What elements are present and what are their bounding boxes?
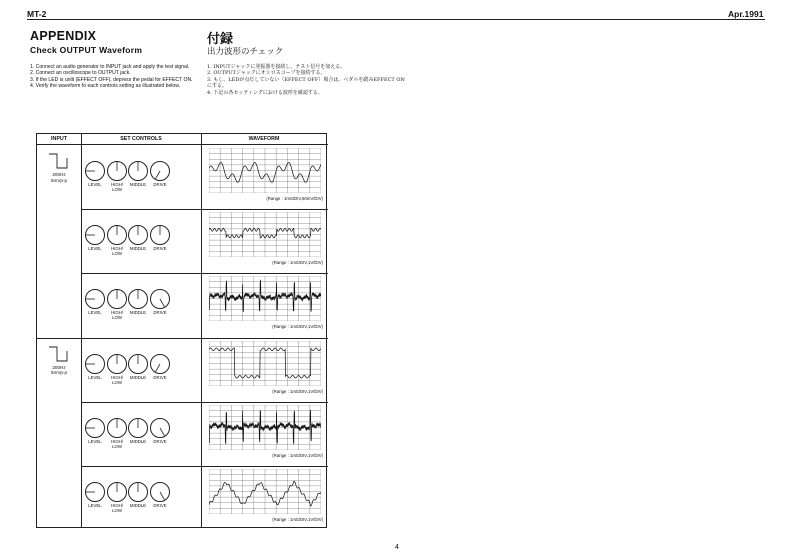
input-level: 5mVp-p: [50, 177, 68, 183]
range-label: (Range : 1mS/DIV,1V/DIV): [272, 452, 323, 458]
knob-icon: [108, 162, 127, 181]
knob-icon: [108, 354, 127, 373]
knob-icon: [86, 354, 105, 373]
knob-label: DRIVE: [153, 374, 167, 380]
knob-icon: [151, 290, 170, 309]
knob-label: DRIVE: [153, 503, 167, 508]
knob-icon: [129, 226, 148, 245]
input-frequency: 200Hz: [52, 364, 66, 370]
input-frequency: 200Hz: [52, 172, 66, 177]
knob-label: LEVEL: [88, 503, 102, 508]
knob-icon: [86, 226, 105, 245]
knob-icon: [86, 418, 105, 437]
knob-label: MIDDLE: [129, 438, 147, 444]
knob-icon: [86, 483, 105, 502]
steps-en: [30, 64, 195, 90]
knob-label: DRIVE: [153, 246, 167, 252]
knob-label: HIGH/ LOW: [111, 374, 123, 385]
knob-icon: [108, 226, 127, 245]
knob-label: LEVEL: [88, 182, 102, 187]
range-label: (Range : 1mS/DIV,50mV/DIV): [266, 196, 323, 201]
knob-icon: [129, 483, 148, 502]
row-divider: [81, 402, 328, 403]
input-level: 5mVp-p: [50, 370, 68, 376]
knob-icon: [129, 290, 148, 309]
knob-icon: [108, 418, 127, 437]
knob-icon: [129, 354, 148, 373]
step-en-1: 1. Connect an audio generator to INPUT jack and apply the test signal.: [30, 64, 190, 70]
knob-label: HIGH/ LOW: [111, 438, 123, 449]
step-jp-2: 2. OUTPUTジャックにオシロスコープを接続する。: [207, 70, 326, 77]
knob-label: MIDDLE: [129, 246, 147, 252]
knob-icon: [108, 290, 127, 309]
knob-label: MIDDLE: [129, 374, 147, 380]
row-divider: [81, 209, 328, 210]
knob-label: MIDDLE: [129, 182, 147, 187]
header-rule: [27, 19, 765, 20]
date-header: Apr.1991: [728, 9, 764, 19]
waveform-table: [36, 133, 327, 528]
knob-label: MIDDLE: [129, 310, 147, 316]
knob-label: LEVEL: [88, 310, 102, 316]
step-jp-1: 1. INPUTジャックに発振器を接続し、テスト信号を加える。: [207, 64, 346, 70]
range-label: (Range : 1mS/DIV,1V/DIV): [272, 260, 323, 266]
knob-icon: [151, 162, 170, 181]
step-en-3: 3. If the LED is unlit (EFFECT OFF), depress the pedal for EFFECT ON.: [30, 76, 193, 83]
knob-label: HIGH/ LOW: [111, 310, 123, 321]
row-divider: [37, 338, 328, 339]
step-en-2: 2. Connect an oscilloscope to OUTPUT jack.: [30, 70, 131, 77]
header-controls: SET CONTROLS: [120, 136, 162, 142]
knob-label: DRIVE: [153, 182, 167, 187]
knob-label: DRIVE: [153, 310, 167, 316]
subtitle-jp: 出力波形のチェック: [207, 47, 284, 57]
row-divider: [81, 466, 328, 467]
oscilloscope-grid: [209, 212, 321, 257]
square-wave-icon: [47, 345, 71, 363]
row-divider: [81, 273, 328, 274]
knob-icon: [151, 483, 170, 502]
step-jp-3: 3. もし、LEDが点灯していない（EFFECT OFF）場合は、ペダルを踏みEFFECT ONにする。: [207, 76, 405, 90]
knob-icon: [86, 290, 105, 309]
range-label: (Range : 1mS/DIV,1V/DIV): [272, 324, 323, 330]
knob-label: HIGH/ LOW: [111, 246, 123, 257]
knob-icon: [129, 162, 148, 181]
knob-icon: [151, 418, 170, 437]
range-label: (Range : 1mS/DIV,1V/DIV): [272, 517, 323, 522]
knob-label: LEVEL: [88, 374, 102, 380]
steps-jp: [207, 64, 407, 96]
input-signal-label: [39, 172, 79, 183]
knob-icon: [151, 226, 170, 245]
page-number: 4: [395, 544, 399, 551]
knob-icon: [86, 162, 105, 181]
knob-icon: [129, 418, 148, 437]
knob-label: LEVEL: [88, 246, 102, 252]
oscilloscope-grid: [209, 405, 321, 450]
step-en-4: 4. Verify the waveform fo each controls setting as illustrated below.: [30, 83, 181, 90]
knob-label: LEVEL: [88, 438, 102, 444]
knob-label: MIDDLE: [129, 503, 147, 508]
oscilloscope-grid: [209, 341, 321, 386]
input-signal-label: [39, 365, 79, 376]
col-divider-2: [201, 134, 202, 527]
knob-icon: [151, 354, 170, 373]
header-waveform: WAVEFORM: [248, 136, 280, 142]
knob-label: DRIVE: [153, 438, 167, 444]
knob-label: HIGH/ LOW: [111, 503, 123, 513]
oscilloscope-grid: [209, 469, 321, 514]
col-divider-1: [81, 134, 82, 527]
oscilloscope-grid: [209, 148, 321, 193]
header-input: INPUT: [51, 136, 67, 142]
step-jp-4: 4. 下記の各セッティングにおける波形を確認する。: [207, 89, 323, 96]
title-en: APPENDIX: [30, 29, 97, 43]
square-wave-icon: [47, 152, 71, 170]
knob-icon: [108, 483, 127, 502]
range-label: (Range : 1mS/DIV,1V/DIV): [272, 388, 323, 394]
model-header: MT-2: [27, 9, 47, 19]
subtitle-en: Check OUTPUT Waveform: [30, 45, 143, 55]
title-jp: 付録: [207, 32, 234, 47]
knob-label: HIGH/ LOW: [111, 182, 123, 192]
oscilloscope-grid: [209, 276, 321, 321]
